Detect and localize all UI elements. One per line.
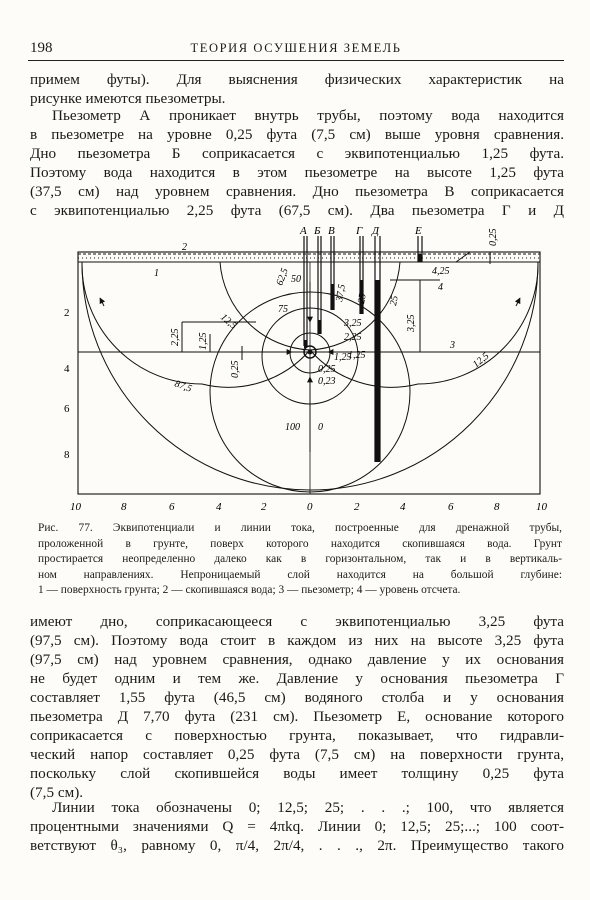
x-tick: 2	[261, 501, 267, 513]
label-1-25: 1,25	[198, 332, 209, 350]
x-tick: 0	[307, 501, 313, 513]
y-tick: 2	[64, 307, 70, 319]
label-50: 50	[291, 274, 301, 285]
label-2-25-v: 2,25	[344, 332, 362, 343]
label-1-25-d: 1,25	[334, 352, 352, 363]
piezometer-letter: В	[328, 225, 335, 237]
text-line: примем футы). Для выяснения физических характеристик на	[30, 71, 564, 88]
text-line: (97,5 см) над уровнем сравнения, однако давление у их основания	[30, 651, 564, 668]
label-25-a: 25	[356, 292, 369, 305]
piezometer-letter: Г	[356, 225, 363, 237]
text-line: соприкасается с поверхностью грунта, показывает, что гидравли-	[30, 727, 564, 744]
text-line: ветствуют θ₃, равному 0, π/4, 2π/4, . . ., 2π. Преимущество такого	[30, 837, 564, 854]
flow-arrow	[100, 298, 104, 306]
text-line: поскольку слой скопившейся воды имеет толщину 0,25 фута	[30, 765, 564, 782]
label-4-25: 4,25	[432, 266, 450, 277]
text-line: Пьезометр А проникает внутрь трубы, поэтому вода находится	[52, 107, 564, 124]
text-line: (7,5 см).	[30, 784, 84, 801]
label-37-5: 37,5	[334, 283, 348, 303]
figure-caption	[38, 521, 562, 599]
label-12-5-c: 12,5	[470, 350, 492, 371]
text-line: Линии тока обозначены 0; 12,5; 25; . . .; 100, что является	[52, 799, 564, 816]
water-column-b	[318, 320, 321, 334]
text-line: Поэтому вода находится в этом пьезометре на высоте 1,25 фута	[30, 164, 564, 181]
label-0: 0	[318, 422, 323, 433]
legend-mark-4: 4	[438, 282, 443, 293]
legend-mark-1: 1	[154, 268, 159, 279]
caption-line: простирается неопределенно далеко как в горизонтальном, так и в вертикаль-	[38, 553, 562, 565]
paragraph-3	[30, 612, 564, 802]
x-tick: 10	[70, 501, 81, 513]
caption-line: Рис. 77. Эквипотенциали и линии тока, построенные для дренажной трубы,	[38, 522, 562, 534]
text-line: Дно пьезометра Б соприкасается с эквипотенциалью 1,25 фута.	[30, 145, 564, 162]
label-100: 100	[285, 422, 300, 433]
x-tick: 10	[536, 501, 547, 513]
y-tick: 6	[64, 403, 70, 415]
label-3-25-a: 3,25	[344, 318, 362, 329]
text-line: ческий напор составляет 0,25 фута (7,5 см) на поверхности грунта,	[30, 746, 564, 763]
label-87-5: 87,5	[172, 378, 194, 395]
piezometer-letter: Е	[415, 225, 422, 237]
text-line: процентными значениями Q = 4πkq. Линии 0; 12,5; 25;...; 100 соот-	[30, 818, 564, 835]
running-title: ТЕОРИЯ ОСУШЕНИЯ ЗЕМЕЛЬ	[190, 41, 402, 55]
paragraph-1	[30, 70, 564, 108]
label-25-b: 25	[388, 294, 401, 307]
label-0-25-b: 0,25	[318, 364, 336, 375]
text-line: составляет 1,55 фута (46,5 см) водяного столба и у основания	[30, 689, 564, 706]
water-column-d	[375, 280, 380, 462]
text-line: (97,5 см). Поэтому вода стоит в каждом из них на высоте 3,25 фута	[30, 632, 564, 649]
water-column-a	[304, 340, 307, 348]
label-1-25-v: 1,25	[348, 350, 366, 361]
text-line: (37,5 см) над уровнем сравнения. Дно пьезометра В соприкасается	[30, 183, 564, 200]
page-number: 198	[30, 40, 53, 56]
label-3-25-b: 3,25	[406, 314, 417, 332]
x-tick: 4	[216, 501, 222, 513]
legend-mark-3: 3	[450, 340, 455, 351]
figure-77-diagram	[60, 222, 560, 514]
x-tick: 2	[354, 501, 360, 513]
caption-line: 1 — поверхность грунта; 2 — скопившаяся вода; 3 — пьезометр; 4 — уровень отсчета.	[38, 584, 461, 596]
water-column-v	[331, 284, 334, 310]
flow-arrow	[516, 298, 520, 306]
text-line: имеют дно, соприкасающееся с эквипотенциалью 3,25 фута	[30, 613, 564, 630]
label-2-25: 2,25	[170, 328, 181, 346]
text-line: не будет одним и тем же. Давление у основания пьезометра Г	[30, 670, 564, 687]
y-tick: 4	[64, 363, 70, 375]
label-0-23: 0,23	[318, 376, 336, 387]
x-tick: 8	[494, 501, 500, 513]
text-line: в пьезометре на уровне 0,25 фута (7,5 см) выше уровня сравнения.	[30, 126, 564, 143]
x-tick: 4	[400, 501, 406, 513]
text-line: пьезометра Д 7,70 фута (231 см). Пьезометр Е, основание которого	[30, 708, 564, 725]
x-tick: 6	[448, 501, 454, 513]
text-line: рисунке имеются пьезометры.	[30, 90, 226, 107]
piezometer-letter: Б	[314, 225, 321, 237]
text-line: с эквипотенциалью 2,25 фута (67,5 см). Два пьезометра Г и Д	[30, 202, 564, 219]
paragraph-2	[30, 106, 564, 220]
caption-line: ном направлениях. Непроницаемый слой находится на большой глубине:	[38, 568, 562, 581]
page-header	[28, 38, 564, 61]
piezometer-letter: А	[300, 225, 307, 237]
water-column-e	[418, 254, 422, 262]
piezometer-letter: Д	[372, 225, 379, 237]
y-tick: 8	[64, 449, 70, 461]
label-62-5: 62,5	[274, 266, 291, 288]
x-tick: 6	[169, 501, 175, 513]
label-75: 75	[278, 304, 288, 315]
label-0-25-a: 0,25	[230, 360, 241, 378]
label-12-5-b: 12,5	[218, 311, 239, 332]
caption-line: проложенной в грунте, поверх которого находится скопившаяся вода. Грунт	[38, 537, 562, 550]
paragraph-4	[30, 798, 564, 855]
x-tick: 8	[121, 501, 127, 513]
legend-mark-2: 2	[182, 242, 187, 253]
label-0-25-top: 0,25	[488, 228, 499, 246]
